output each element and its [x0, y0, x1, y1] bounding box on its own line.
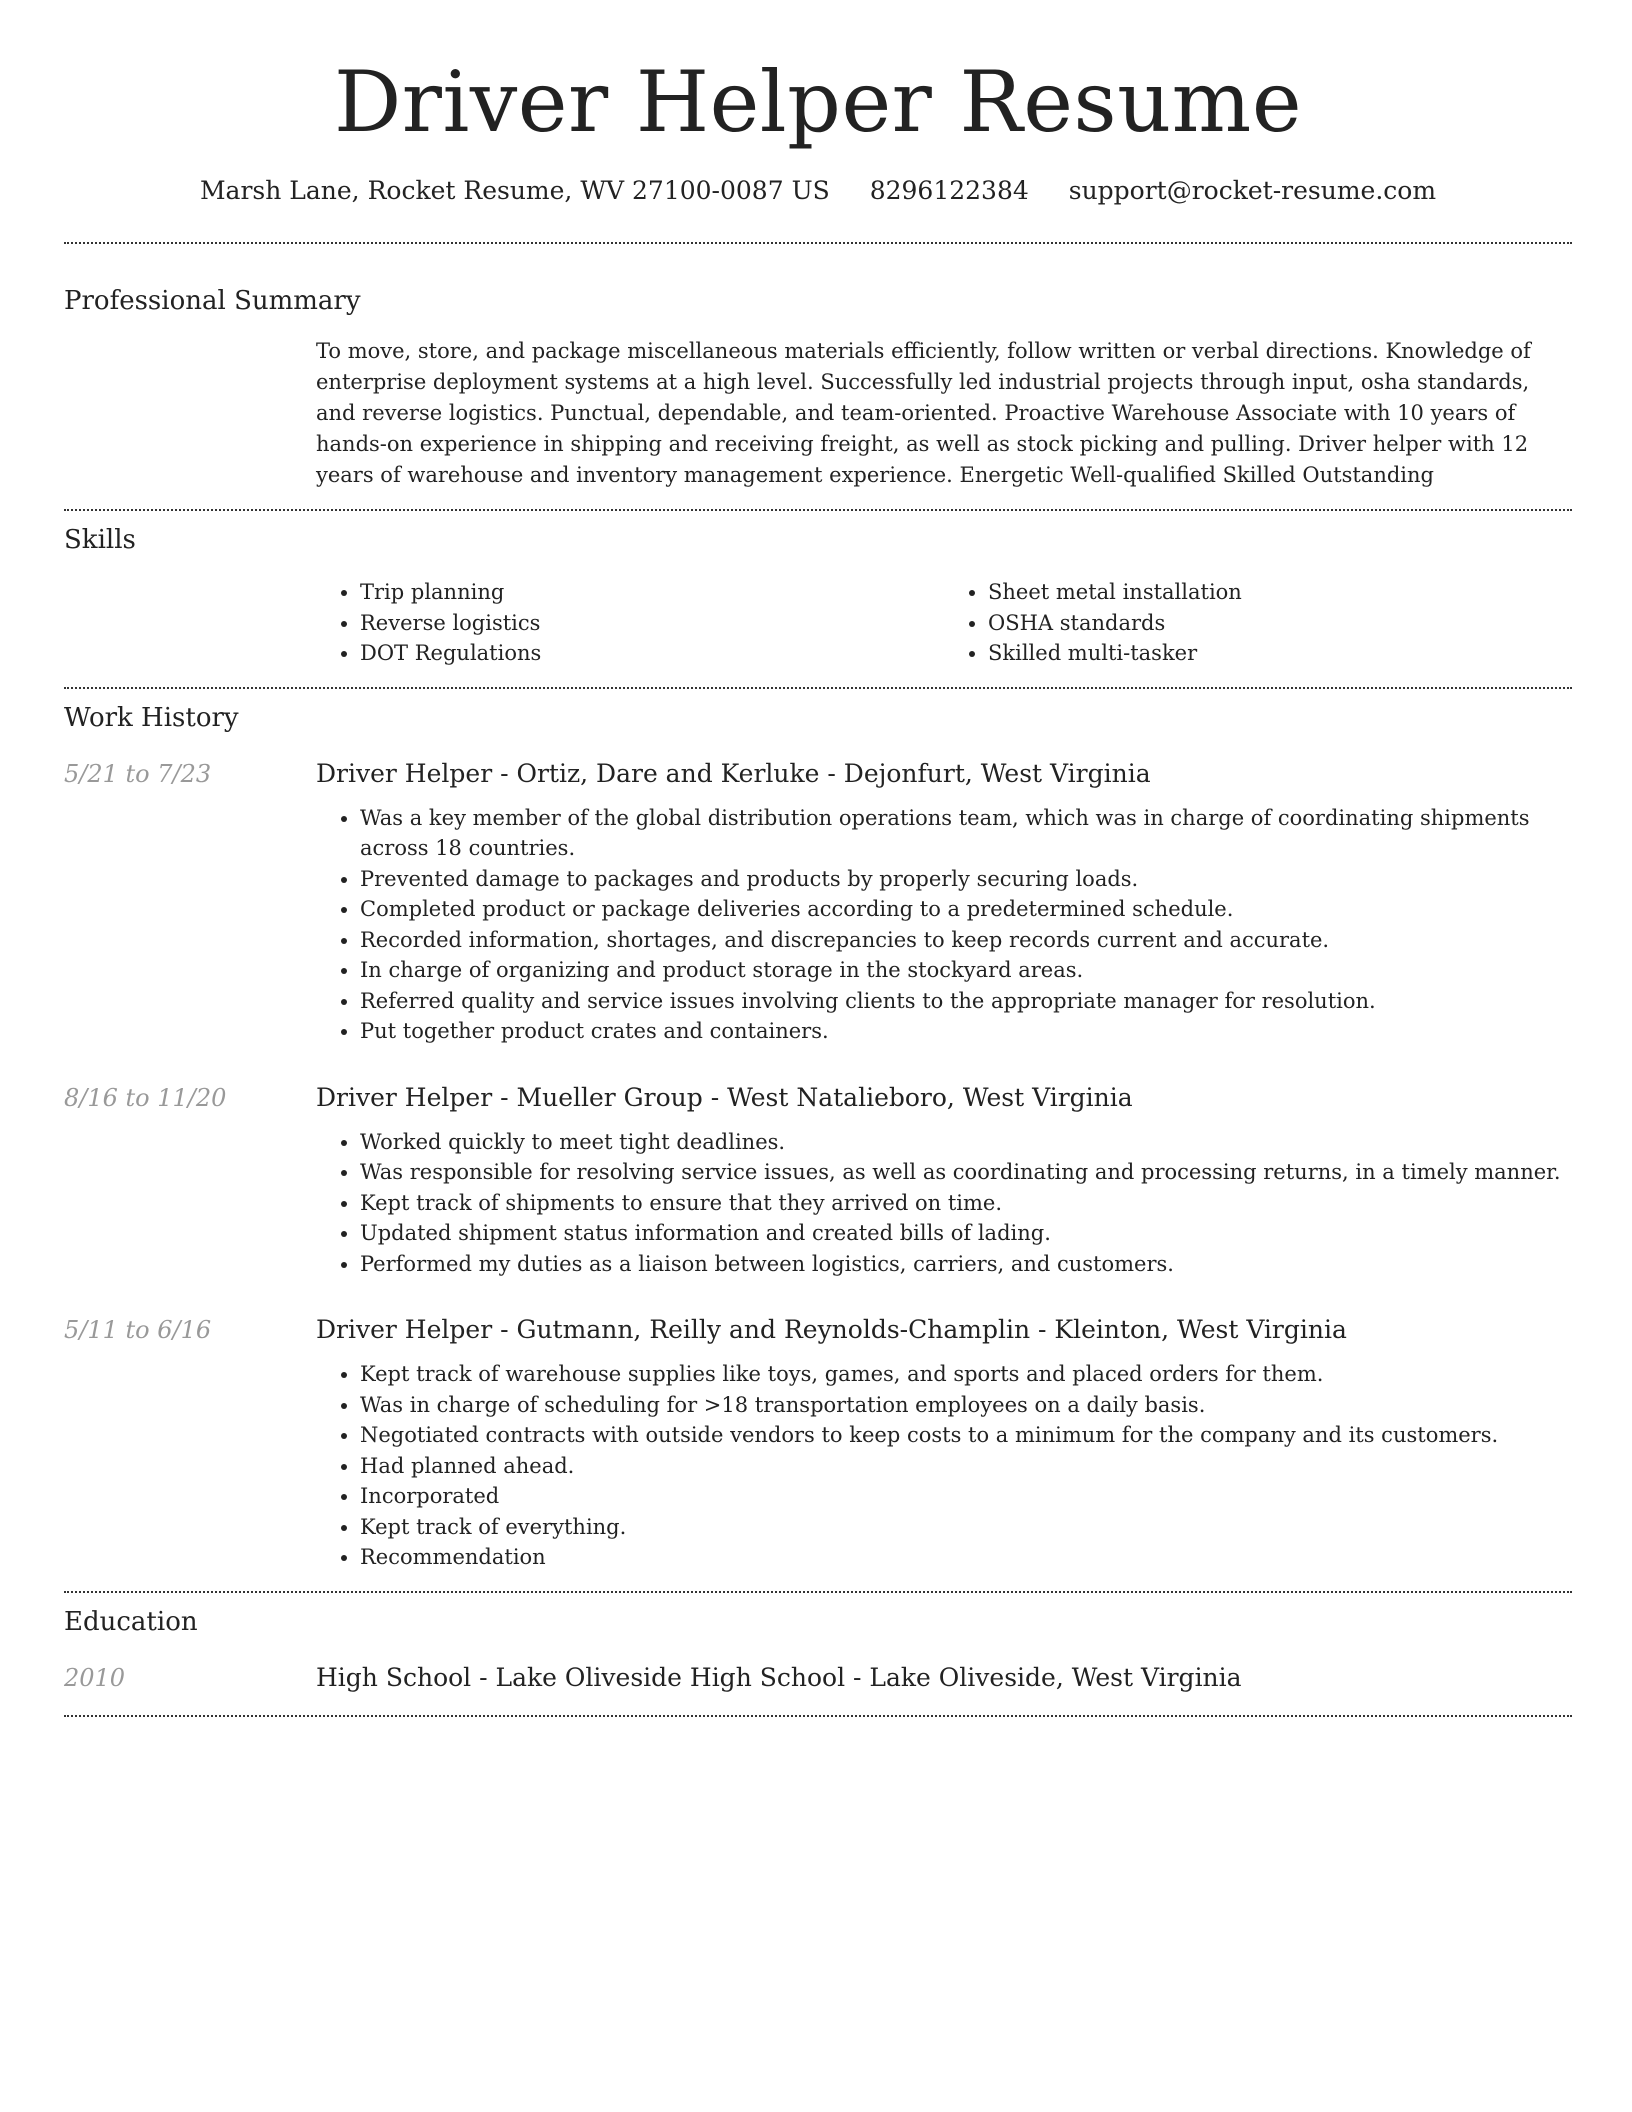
job-date: 5/21 to 7/23 [64, 759, 212, 788]
resume-name: Driver Helper Resume [333, 53, 1303, 151]
skills-list-left [316, 577, 944, 669]
summary-content [316, 336, 1572, 491]
work-section [64, 701, 1572, 1573]
skill-item: • Reverse logistics [360, 608, 944, 639]
divider [64, 687, 1572, 689]
job-title: Driver Helper - Ortiz, Dare and Kerluke - Dejonfurt, West Virginia [316, 758, 1151, 788]
education-body [316, 1661, 1572, 1695]
divider [64, 1591, 1572, 1593]
skills-title: Skills [64, 525, 136, 555]
job-bullets [316, 1127, 1572, 1280]
job-bullet: • Put together product crates and containers. [360, 1016, 1572, 1047]
summary-section [64, 284, 1572, 491]
job-body [316, 1081, 1572, 1280]
job-bullet: • Was responsible for resolving service issues, as well as coordinating and processing returns, in a timely manner. [360, 1157, 1572, 1188]
job-bullet: • Was a key member of the global distribution operations team, which was in charge of coordinating shipments across 18 countries. [360, 803, 1572, 864]
job-date: 5/11 to 6/16 [64, 1316, 212, 1344]
job-bullet: • Completed product or package deliveries according to a predetermined schedule. [360, 894, 1572, 925]
divider [64, 1715, 1572, 1717]
skill-item: • Skilled multi-tasker [988, 638, 1572, 669]
contact-email: support@rocket-resume.com [1068, 176, 1437, 205]
job-bullet: • Kept track of shipments to ensure that they arrived on time. [360, 1188, 1572, 1219]
job-title: Driver Helper - Mueller Group - West Natalieboro, West Virginia [316, 1082, 1133, 1112]
divider [64, 509, 1572, 511]
contact-address: Marsh Lane, Rocket Resume, WV 27100-0087 US [199, 176, 830, 205]
contact-line [64, 174, 1572, 208]
resume-page [64, 0, 1572, 1717]
job-entry [64, 1081, 1572, 1280]
job-bullet: • In charge of organizing and product storage in the stockyard areas. [360, 955, 1572, 986]
job-entry [64, 1313, 1572, 1573]
summary-text: To move, store, and package miscellaneous materials efficiently, follow written or verbal directions. Knowledge of enterprise deployment systems at a high level. Successfully led industrial projects through input, osha standards, and reverse logistics. Punctual, dependable, and team-oriented. Proactive Warehouse Associate with 10 years of hands-on experience in shipping and receiving freight, as well as stock picking and pulling. Driver helper with 12 years of warehouse and inventory management experience. Energetic Well-qualified Skilled Outstanding [316, 339, 1531, 487]
job-title: Driver Helper - Gutmann, Reilly and Reynolds-Champlin - Kleinton, West Virginia [316, 1315, 1347, 1344]
education-date: 2010 [64, 1663, 126, 1692]
job-bullet: • Updated shipment status information and created bills of lading. [360, 1218, 1572, 1249]
education-text: High School - Lake Oliveside High School - Lake Oliveside, West Virginia [316, 1662, 1242, 1692]
job-bullet: • Was in charge of scheduling for >18 transportation employees on a daily basis. [360, 1390, 1572, 1421]
job-bullet: • Incorporated [360, 1481, 1572, 1512]
job-entry [64, 757, 1572, 1047]
job-bullet: • Kept track of everything. [360, 1512, 1572, 1543]
job-bullet: • Worked quickly to meet tight deadlines. [360, 1127, 1572, 1158]
skill-item: • Trip planning [360, 577, 944, 608]
job-bullet: • Negotiated contracts with outside vendors to keep costs to a minimum for the company and its customers. [360, 1420, 1572, 1451]
skill-item: • Sheet metal installation [988, 577, 1572, 608]
job-bullet: • Performed my duties as a liaison between logistics, carriers, and customers. [360, 1249, 1572, 1280]
job-bullet: • Prevented damage to packages and products by properly securing loads. [360, 864, 1572, 895]
skill-item: • DOT Regulations [360, 638, 944, 669]
education-entry [64, 1661, 1572, 1695]
skills-list-right [944, 577, 1572, 669]
education-title: Education [64, 1606, 198, 1637]
contact-phone: 8296122384 [869, 176, 1029, 205]
summary-title: Professional Summary [64, 286, 361, 316]
skills-section [64, 523, 1572, 669]
job-bullet: • Recorded information, shortages, and discrepancies to keep records current and accurate. [360, 925, 1572, 956]
work-title: Work History [64, 702, 239, 733]
divider [64, 242, 1572, 244]
job-body [316, 757, 1572, 1047]
skill-item: • OSHA standards [988, 608, 1572, 639]
job-body [316, 1313, 1572, 1573]
job-bullets [316, 803, 1572, 1047]
job-bullet: • Referred quality and service issues involving clients to the appropriate manager for resolution. [360, 986, 1572, 1017]
job-bullet: • Recommendation [360, 1542, 1572, 1573]
education-section [64, 1605, 1572, 1695]
job-bullet: • Kept track of warehouse supplies like toys, games, and sports and placed orders for them. [360, 1359, 1572, 1390]
job-date: 8/16 to 11/20 [64, 1083, 227, 1112]
skills-grid [316, 577, 1572, 669]
job-bullets [316, 1359, 1572, 1573]
job-bullet: • Had planned ahead. [360, 1451, 1572, 1482]
